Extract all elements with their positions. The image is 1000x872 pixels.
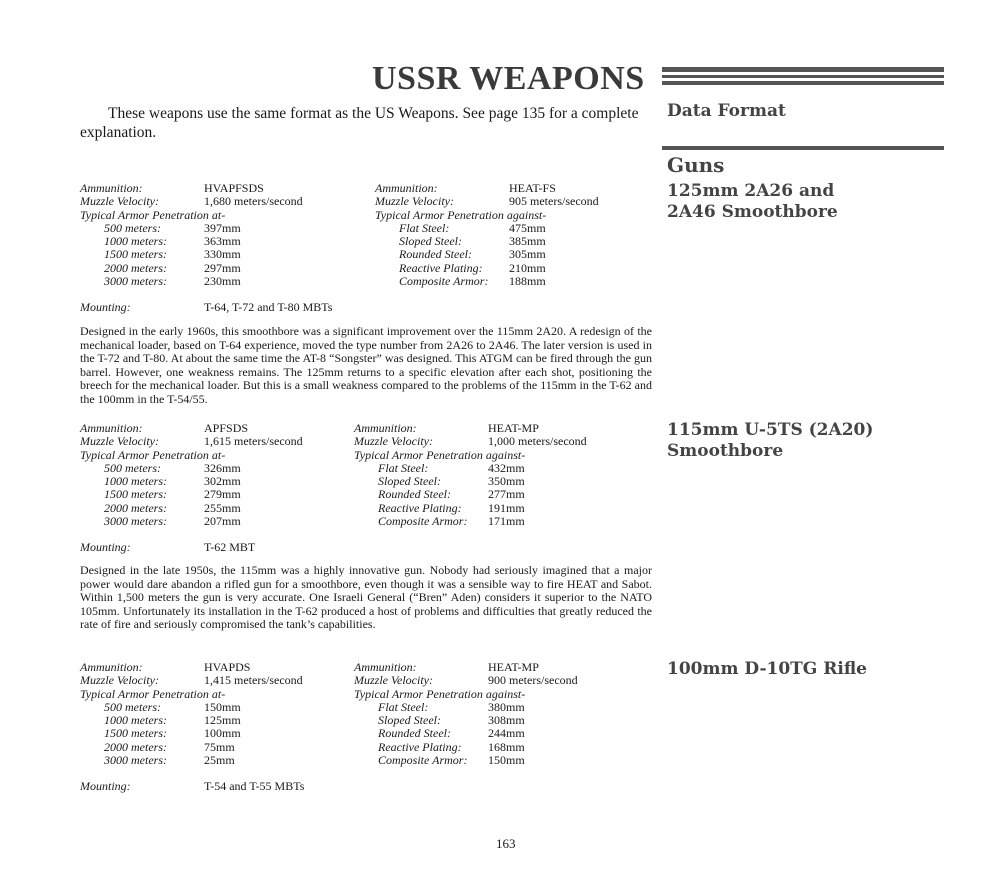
pen-value: 244mm [488, 726, 525, 741]
velocity-value: 1,615 meters/second [204, 434, 303, 449]
pen-value: 279mm [204, 487, 241, 502]
heat-specs-115mm [354, 422, 587, 528]
pen-value: 255mm [204, 500, 241, 515]
page-number: 163 [496, 836, 516, 851]
label-velocity: Muzzle Velocity: [80, 673, 159, 688]
heat-specs-125mm [375, 182, 599, 288]
pen-value: 100mm [204, 726, 241, 741]
description-115mm: Designed in the late 1950s, the 115mm was a highly innovative gun. Nobody had seriously imagined that a major power would dare abandon a rifled gun for a smoothbore, even though it was a sensible way to fire HEAT and Sabot. Within 1,500 meters the gun is very accurate. One Israeli General (“Bren” Aden) considers it superior to the NATO 105mm. Unfortunately its installation in the T-62 produced a host of problems and difficulties that greatly reduced the rate of fire and seriously compromised the tank’s capabilities. [80, 563, 652, 632]
label-pen-against: Typical Armor Penetration against- [354, 686, 526, 701]
label-1500m: 1500 meters: [104, 247, 167, 262]
label-3000m: 3000 meters: [104, 514, 167, 529]
pen-value: 191mm [488, 500, 525, 515]
label-velocity: Muzzle Velocity: [354, 434, 433, 449]
pen-value: 150mm [204, 699, 241, 714]
label-sloped: Sloped Steel: [378, 713, 441, 728]
label-1500m: 1500 meters: [104, 487, 167, 502]
label-500m: 500 meters: [104, 220, 161, 235]
label-rounded: Rounded Steel: [399, 247, 472, 262]
ammo-value: HVAPFSDS [204, 181, 264, 195]
pen-value: 363mm [204, 234, 241, 249]
label-composite: Composite Armor: [378, 753, 468, 768]
label-reactive: Reactive Plating: [399, 260, 483, 275]
label-flat: Flat Steel: [399, 220, 450, 235]
ammo-value: HEAT-MP [488, 421, 539, 435]
pen-value: 475mm [509, 220, 546, 235]
pen-value: 25mm [204, 753, 235, 768]
mounting-row [80, 540, 255, 555]
ammo-value: HEAT-FS [509, 181, 556, 195]
pen-value: 380mm [488, 699, 525, 714]
label-2000m: 2000 meters: [104, 260, 167, 275]
pen-value: 210mm [509, 260, 546, 275]
label-velocity: Muzzle Velocity: [375, 194, 454, 209]
velocity-value: 1,415 meters/second [204, 673, 303, 688]
header-rule-top [662, 67, 944, 72]
velocity-value: 900 meters/second [488, 673, 578, 688]
description-125mm: Designed in the early 1960s, this smoothbore was a significant improvement over the 115mm 2A20. A redesign of the mechanical loader, based on T-64 experience, moved the type number from 2A26 to 2A46. The later version is used in the T-72 and T-80. At about the same time the AT-8 “Songster” was designed. This ATGM can be fired through the gun barrel. However, one weakness remains. The 125mm returns to a specific elevation after each shot, positioning the breech for the mechanical loader. But this is a small weakness compared to the problems of the 115mm in the T-62 and the 100mm in the T-54/55. [80, 324, 652, 406]
label-ammunition: Ammunition: [354, 660, 417, 674]
gun-100mm-heading: 100mm D-10TG Rifle [667, 659, 867, 679]
label-2000m: 2000 meters: [104, 500, 167, 515]
pen-value: 308mm [488, 713, 525, 728]
label-flat: Flat Steel: [378, 699, 429, 714]
label-500m: 500 meters: [104, 699, 161, 714]
kinetic-specs-100mm [80, 661, 303, 767]
label-rounded: Rounded Steel: [378, 487, 451, 502]
mounting-value: T-64, T-72 and T-80 MBTs [204, 300, 333, 314]
pen-value: 350mm [488, 474, 525, 489]
kinetic-specs-125mm [80, 182, 303, 288]
label-1000m: 1000 meters: [104, 474, 167, 489]
label-sloped: Sloped Steel: [399, 234, 462, 249]
label-3000m: 3000 meters: [104, 274, 167, 289]
pen-value: 297mm [204, 260, 241, 275]
guns-rule [662, 146, 944, 150]
mounting-value: T-62 MBT [204, 540, 256, 554]
label-1000m: 1000 meters: [104, 234, 167, 249]
pen-value: 168mm [488, 739, 525, 754]
label-sloped: Sloped Steel: [378, 474, 441, 489]
gun-115mm-heading: 115mm U-5TS (2A20) Smoothbore [667, 420, 874, 461]
label-ammunition: Ammunition: [375, 181, 438, 195]
mounting-row [80, 779, 304, 794]
pen-value: 330mm [204, 247, 241, 262]
mounting-row [80, 300, 332, 315]
label-pen-against: Typical Armor Penetration against- [354, 447, 526, 462]
pen-value: 75mm [204, 739, 235, 754]
pen-value: 385mm [509, 234, 546, 249]
label-mounting: Mounting: [80, 779, 131, 793]
heat-specs-100mm [354, 661, 578, 767]
header-rule-mid [662, 75, 944, 78]
label-ammunition: Ammunition: [80, 421, 143, 435]
label-velocity: Muzzle Velocity: [354, 673, 433, 688]
label-rounded: Rounded Steel: [378, 726, 451, 741]
pen-value: 150mm [488, 753, 525, 768]
pen-value: 326mm [204, 460, 241, 475]
ammo-value: HVAPDS [204, 660, 251, 674]
label-flat: Flat Steel: [378, 460, 429, 475]
guns-heading: Guns [667, 153, 725, 177]
ammo-value: HEAT-MP [488, 660, 539, 674]
velocity-value: 1,000 meters/second [488, 434, 587, 449]
label-reactive: Reactive Plating: [378, 500, 462, 515]
label-pen-at: Typical Armor Penetration at- [80, 207, 226, 222]
label-pen-against: Typical Armor Penetration against- [375, 207, 547, 222]
label-composite: Composite Armor: [378, 514, 468, 529]
pen-value: 277mm [488, 487, 525, 502]
pen-value: 171mm [488, 514, 525, 529]
mounting-value: T-54 and T-55 MBTs [204, 779, 305, 793]
label-3000m: 3000 meters: [104, 753, 167, 768]
gun-125mm-heading: 125mm 2A26 and 2A46 Smoothbore [667, 181, 838, 222]
velocity-value: 1,680 meters/second [204, 194, 303, 209]
ammo-value: APFSDS [204, 421, 249, 435]
label-reactive: Reactive Plating: [378, 739, 462, 754]
label-mounting: Mounting: [80, 300, 131, 314]
label-velocity: Muzzle Velocity: [80, 194, 159, 209]
data-format-heading: Data Format [667, 101, 786, 121]
label-pen-at: Typical Armor Penetration at- [80, 686, 226, 701]
velocity-value: 905 meters/second [509, 194, 599, 209]
pen-value: 207mm [204, 514, 241, 529]
label-composite: Composite Armor: [399, 274, 489, 289]
label-ammunition: Ammunition: [80, 181, 143, 195]
label-pen-at: Typical Armor Penetration at- [80, 447, 226, 462]
pen-value: 305mm [509, 247, 546, 262]
label-500m: 500 meters: [104, 460, 161, 475]
label-ammunition: Ammunition: [80, 660, 143, 674]
intro-paragraph: These weapons use the same format as the US Weapons. See page 135 for a complete explanation. [80, 105, 639, 141]
pen-value: 125mm [204, 713, 241, 728]
page-title: USSR WEAPONS [372, 60, 645, 97]
pen-value: 188mm [509, 274, 546, 289]
label-ammunition: Ammunition: [354, 421, 417, 435]
label-2000m: 2000 meters: [104, 739, 167, 754]
header-rule-bottom [662, 81, 944, 85]
label-1000m: 1000 meters: [104, 713, 167, 728]
pen-value: 230mm [204, 274, 241, 289]
kinetic-specs-115mm [80, 422, 303, 528]
label-1500m: 1500 meters: [104, 726, 167, 741]
pen-value: 302mm [204, 474, 241, 489]
label-mounting: Mounting: [80, 540, 131, 554]
label-velocity: Muzzle Velocity: [80, 434, 159, 449]
pen-value: 432mm [488, 460, 525, 475]
pen-value: 397mm [204, 220, 241, 235]
